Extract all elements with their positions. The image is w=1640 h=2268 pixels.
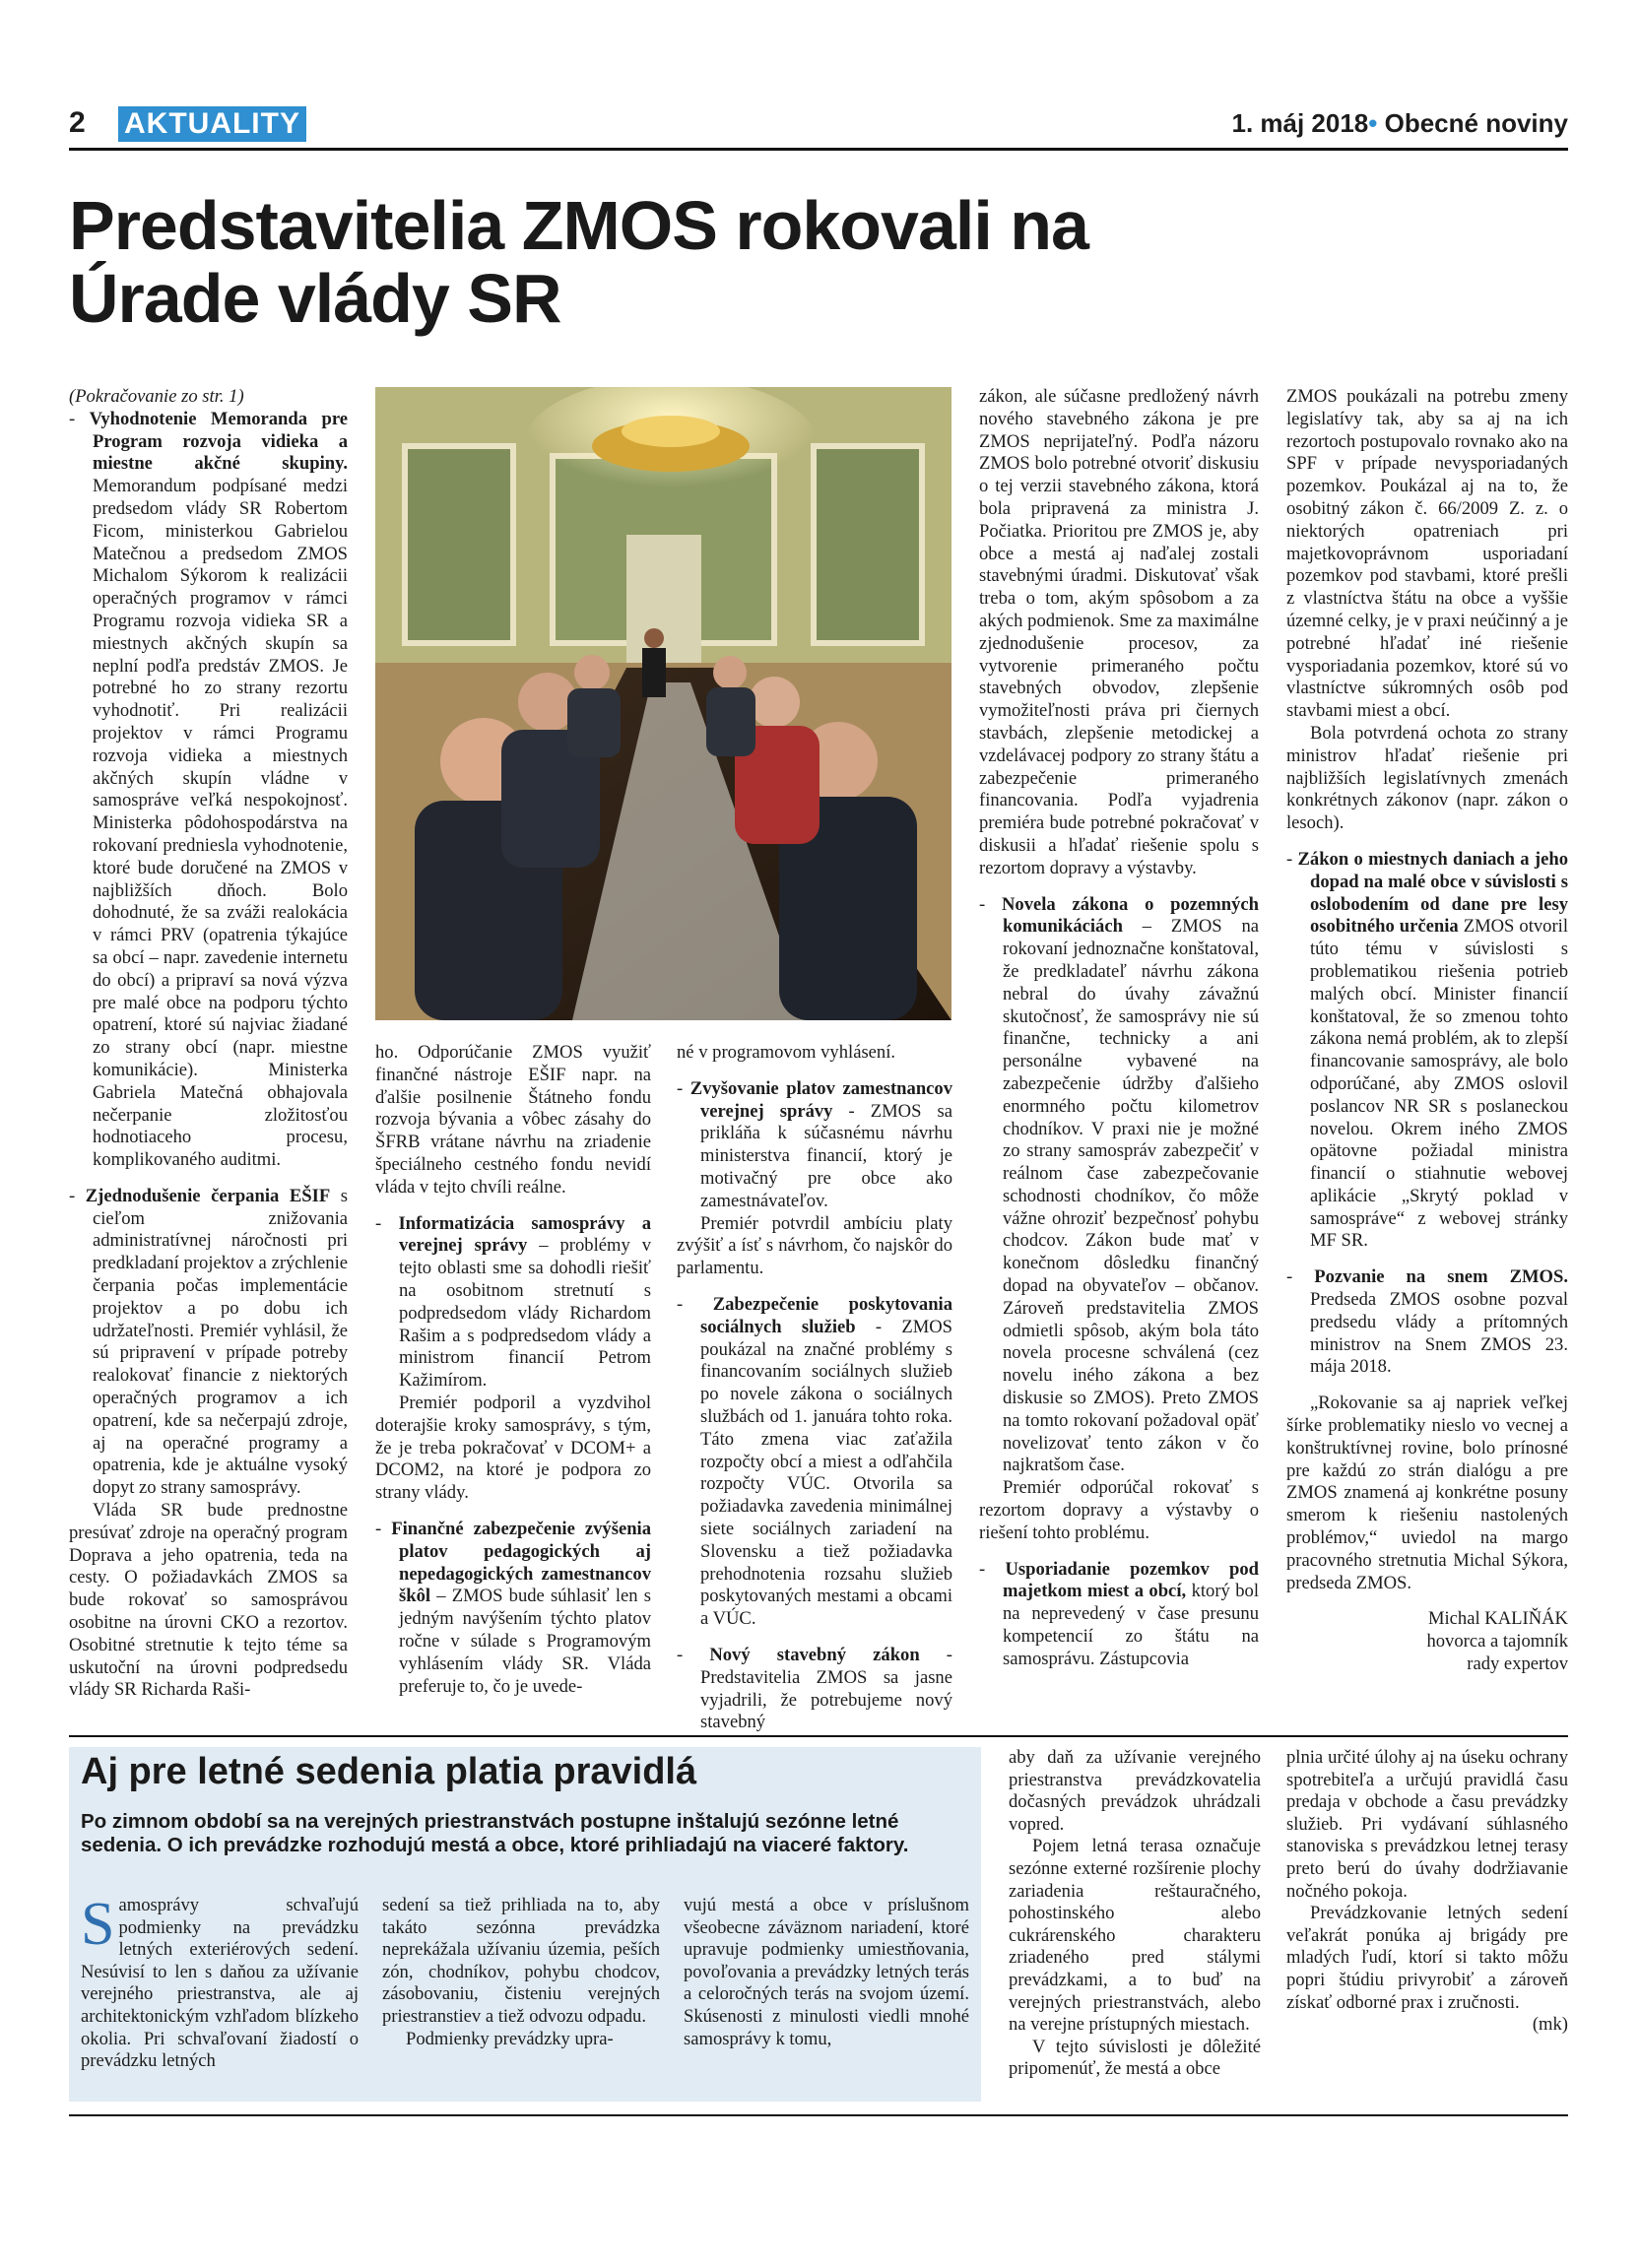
- article-paragraph: ho. Odporúčanie ZMOS využiť finančné nástroje EŠIF napr. na ďalšie posilnenie Štátneho fondu rozvoja bývania a vôbec zásahy do ŠFRB vrátane návrhu na zriadenie špeciálneho cestného fondu nevidí vláda v tejto chvíli reálne.: [375, 1042, 651, 1198]
- item-text: - Predstavitelia ZMOS sa jasne vyjadrili, že potrebujeme nový stavebný: [700, 1644, 952, 1733]
- box-paragraph: V tejto súvislosti je dôležité pripomenúť, že mestá a obce: [1009, 2036, 1261, 2080]
- box-paragraph: aby daň za užívanie verejného priestranstva prevádzkovatelia dočasných prevádzok uhrádzali vopred.: [1009, 1747, 1261, 1835]
- article-item: - Zjednodušenie čerpania EŠIF s cieľom znižovania administratívnej náročnosti pri predkladaní projektov a zrýchlenie čerpania počas implementácie projektov a po dobu ich udržateľnosti. Premiér vyhlásil, že sú pripravení v prípade potreby realokovať financie z niektorých operačných programov a ich opatrení, kde sa nečerpajú zdroje, aj na operačné programy a opatrenia, kde je aktuálne vysoký dopyt zo strany samosprávy.: [69, 1185, 348, 1499]
- item-lead: Pozvanie na snem ZMOS.: [1314, 1266, 1568, 1288]
- article-item: - Informatizácia samosprávy a verejnej správy – problémy v tejto oblasti sme sa dohodli riešiť na osobitnom stretnutí s podpredsedom vlády Richardom Rašim a s podpredsedom vlády a ministrom financií Petrom Kažimírom.: [375, 1212, 651, 1392]
- item-lead: Informatizácia samosprávy a verejnej správy: [398, 1212, 651, 1257]
- article-item: - Zvyšovanie platov zamestnancov verejnej správy - ZMOS sa prikláňa k súčasnému návrhu ministerstva financií, ktorý je motivačný pre obce ako zamestnávateľov.: [677, 1077, 953, 1211]
- item-text: Memorandum podpísané medzi predsedom vlády SR Robertom Ficom, ministerkou Gabrielou Matečnou a predsedom ZMOS Michalom Sýkorom k realizácii operačných programov v rámci Programu rozvoja vidieka SR a miestnych akčných skupín sa neplní podľa predstáv ZMOS. Je potrebné ho zo strany rezortu vyhodnotiť. Pri realizácii projektov v rámci Programu rozvoja vidieka a miestnych akčných skupín vládne v samospráve veľká nespokojnosť. Ministerka pôdohospodárstva na rokovaní predniesla vyhodnotenie, ktoré bude doručené na ZMOS v najbližších dňoch. Bolo dohodnuté, že sa zváži realokácia v rámci PRV (opatrenia týkajúce sa obcí – napr. zavedenie internetu do obcí) a pripraví sa nová výzva pre malé obce na podporu týchto opatrení, ktoré sú najviac žiadané zo strany obcí (napr. miestne komunikácie). Ministerka Gabriela Matečná obhajovala nečerpanie zložitosťou hodnotiaceho procesu, komplikovaného auditmi.: [93, 476, 348, 1171]
- header-info: [1231, 108, 1568, 139]
- item-lead: Nový stavebný zákon: [709, 1644, 920, 1665]
- item-text: - ZMOS sa prikláňa k súčasnému návrhu ministerstva financií, ktorý je motivačný pre obce ako zamestnávateľov.: [700, 1100, 952, 1211]
- item-lead: Usporiadanie pozemkov pod majetkom miest a obcí,: [1003, 1558, 1260, 1602]
- item-text: – problémy v tejto oblasti sme sa dohodli riešiť na osobitnom stretnutí s podpredsedom vlády Richardom Rašim a s podpredsedom vlády a ministrom financií Petrom Kažimírom.: [399, 1235, 651, 1392]
- publication-name: Obecné noviny: [1384, 108, 1568, 138]
- header-separator: •: [1368, 108, 1378, 138]
- article-item: - Zabezpečenie poskytovania sociálnych služieb - ZMOS poukázal na značné problémy s financovaním sociálnych služieb po novele zákona o sociálnych službách od 1. januára tohto roka. Táto zmena viac zaťažila rozpočty obcí a miest a odľahčila rozpočty VÚC. Otvorila sa požiadavka zavedenia minimálnej siete sociálnych zariadení na Slovensku a tiež požiadavka prehodnotenia rozsahu služieb poskytovaných mestami a obcami a VÚC.: [677, 1293, 953, 1630]
- box-column-3: [684, 1895, 969, 2050]
- item-lead: Zvyšovanie platov zamestnancov verejnej správy: [689, 1077, 953, 1122]
- box-paragraph: sedení sa tiež prihliada na to, aby takáto sezónna prevádzka neprekážala užívaniu územia, peších zón, chodníkov, pohybu chodcov, zásobovaniu, čisteniu verejných priestranstiev a tiež odvozu odpadu.: [382, 1895, 660, 2027]
- item-lead: Finančné zabezpečenie zvýšenia platov pedagogických aj nepedagogických zamestnancov škôl: [391, 1518, 651, 1607]
- article-item: - Pozvanie na snem ZMOS. Predseda ZMOS osobne pozval predsedu vlády a prítomných ministrov na Snem ZMOS 23. mája 2018.: [1286, 1266, 1568, 1378]
- article-column-5: [1286, 386, 1568, 1676]
- article-item: - Vyhodnotenie Memoranda pre Program rozvoja vidieka a miestne akčné skupiny. Memorandum podpísané medzi predsedom vlády SR Robertom Ficom, ministerkou Gabrielou Matečnou a predsedom ZMOS Michalom Sýkorom k realizácii operačných programov v rámci Programu rozvoja vidieka SR a miestnych akčných skupín sa neplní podľa predstáv ZMOS. Je potrebné ho zo strany rezortu vyhodnotiť. Pri realizácii projektov v rámci Programu rozvoja vidieka a miestnych akčných skupín vládne v samospráve veľká nespokojnosť. Ministerka pôdohospodárstva na rokovaní predniesla vyhodnotenie, ktoré bude doručené na ZMOS v najbližších dňoch. Bolo dohodnuté, že sa zváži realokácia v rámci PRV (opatrenia týkajúce sa obcí – napr. zavedenie internetu do obcí) a pripraví sa nová výzva pre malé obce na podporu týchto opatrení, ktoré sú najviac žiadané zo strany obcí (napr. miestne komunikácie). Ministerka Gabriela Matečná obhajovala nečerpanie zložitosťou hodnotiaceho procesu, komplikovaného auditmi.: [69, 408, 348, 1171]
- box-paragraph: plnia určité úlohy aj na úseku ochrany spotrebiteľa a určujú pravidlá času predaja v obchode a času prevádzky služieb. Pri vydávaní súhlasného stanoviska s prevádzkou letnej terasy preto berú do úvahy dodržiavanie nočného pokoja.: [1286, 1747, 1568, 1902]
- article-headline: Predstavitelia ZMOS rokovali na Úrade vlády SR: [69, 187, 1088, 337]
- author-role: rady expertov: [1467, 1653, 1568, 1675]
- box-column-4: [1009, 1747, 1261, 2081]
- article-column-3: [677, 1042, 952, 1734]
- item-lead: Zjednodušenie čerpania EŠIF: [85, 1185, 331, 1206]
- page-header: [69, 102, 1568, 148]
- article-paragraph: Premiér odporúčal rokovať s rezortom dopravy a výstavby o riešení tohto problému.: [979, 1477, 1259, 1543]
- item-text: ktorý bol na neprevedený v čase presunu kompetencií zo štátu na samosprávu. Zástupcovia: [1003, 1581, 1259, 1669]
- box-paragraph: amosprávy schvaľujú podmienky na prevádzku letných exteriérových sedení. Nesúvisí to len s daňou za užívanie verejného priestranstva, ale aj architektonickým vzhľadom blízkeho okolia. Pri schvaľovaní žiadostí o prevádzku letných: [81, 1895, 359, 2072]
- article-item: - Usporiadanie pozemkov pod majetkom miest a obcí, ktorý bol na neprevedený v čase presunu kompetencií zo štátu na samosprávu. Zástupcovia: [979, 1558, 1260, 1669]
- box-paragraph: Prevádzkovanie letných sedení veľakrát ponúka aj brigády pre mladých ľudí, ktorí si takto môžu popri štúdiu privyrobiť a zároveň získať odborné prax i zručnosti.: [1286, 1903, 1568, 2013]
- author-name: Michal KALIŇÁK: [1427, 1608, 1568, 1630]
- issue-date: 1. máj 2018: [1231, 108, 1369, 138]
- article-column-4: [979, 386, 1259, 1671]
- article-paragraph: Premiér potvrdil ambíciu platy zvýšiť a ísť s návrhom, čo najskôr do parlamentu.: [677, 1212, 952, 1279]
- article-item: - Nový stavebný zákon - Predstavitelia ZMOS sa jasne vyjadrili, že potrebujeme nový stavebný: [677, 1644, 952, 1733]
- article-paragraph: ZMOS poukázali na potrebu zmeny legislatívy tak, aby sa aj na ich rezortoch postupovalo rovnako ako na SPF v prípade nevysporiadaných pozemkov. Poukázal aj na to, že osobitný zákon č. 66/2009 Z. z. o niektorých opatreniach pri majetkovoprávnom usporiadaní pozemkov pod stavbami, ktoré prešli z vlastníctva štátu na obce a vyššie územné celky, je v praxi neúčinný a je potrebné hľadať iné riešenie vysporiadania pozemkov, ktoré sú vo vlastníctve súkromných osôb pod stavbami miest a obcí.: [1286, 386, 1568, 722]
- box-paragraph: Podmienky prevádzky upra-: [406, 2028, 614, 2049]
- article-paragraph: zákon, ale súčasne predložený návrh nového stavebného zákona je pre ZMOS neprijateľný. Podľa názoru ZMOS bolo potrebné otvoriť diskusiu o tej verzii stavebného zákona, ktorá bola pripravená za ministra J. Počiatka. Prioritou pre ZMOS je, aby obce a mestá aj naďalej zostali stavebnými úradmi. Diskutovať však treba o tom, akým spôsobom a za akých podmienok. Sme za maximálne zjednodušenie procesov, za vytvorenie primeraného počtu stavebných obvodov, zlepšenie vymožiteľnosti práva pri čiernych stavbách, zlepšenie metodickej a vzdelávacej podpory zo strany štátu a zabezpečenie primeraného financovania. Podľa vyjadrenia premiéra bude potrebné pokračovať v diskusii a hľadať riešenie spolu s rezortom dopravy a výstavby.: [979, 386, 1259, 878]
- item-lead: Zákon o miestnych daniach a jeho dopad na malé obce v súvislosti s oslobodením od dane pre lesy osobitného určenia: [1297, 848, 1568, 938]
- author-role: hovorca a tajomník: [1426, 1631, 1568, 1652]
- box-title: Aj pre letné sedenia platia pravidlá: [81, 1751, 697, 1792]
- article-paragraph: Vláda SR bude prednostne presúvať zdroje na operačný program Doprava a jeho opatrenia, teda na cesty. O požiadavkách ZMOS sa bude rokovať so samosprávou osobitne na úrovni CKO a rezortov. Osobitné stretnutie k tejto téme sa uskutoční na úrovni podpredsedu vlády SR Richarda Raši-: [69, 1500, 348, 1701]
- item-text: s cieľom znižovania administratívnej náročnosti pri predkladaní projektov a zrýchlenie čerpania počas implementácie projektov a po dobu ich udržateľnosti. Premiér vyhlásil, že sú pripravení v prípade potreby realokovať financie z niektorých operačných programov a ich opatrení, kde sa nečerpajú zdroje, aj na operačné programy a opatrenia, kde je aktuálne vysoký dopyt zo strany samosprávy.: [93, 1185, 348, 1499]
- box-paragraph: vujú mestá a obce v príslušnom všeobecne záväznom nariadení, ktoré upravuje podmienky umiestňovania, povoľovania a prevádzky letných terás a celoročných terás na svojom území. Skúsenosti z minulosti viedli mnohé samosprávy k tomu,: [684, 1895, 969, 2049]
- article-paragraph: Premiér podporil a vyzdvihol doterajšie kroky samosprávy, s tým, že je treba pokračovať v DCOM+ a DCOM2, na ktoré je podpora zo strany vlády.: [375, 1392, 651, 1504]
- article-paragraph: né v programovom vyhlásení.: [677, 1042, 896, 1063]
- article-column-1: [69, 386, 348, 1702]
- item-text: – ZMOS na rokovaní jednoznačne konštatoval, že predkladateľ návrhu zákona nebral do úvahy závažnú skutočnosť, že samosprávy nie sú finančne, technicky a ani personálne vybavené na zabezpečenie údržby ďalšieho enormného počtu kilometrov chodníkov. V praxi nie je možné zo strany samospráv zabezpečiť v reálnom čase zabezpečovanie schodnosti chodníkov, čo môže vážne ohroziť bezpečnosť pohybu chodcov. Zákon bude mať v konečnom dôsledku finančný dopad na obyvateľov – občanov. Zároveň predstavitelia ZMOS odmietli spôsob, akým bola táto novela procesne schválená (cez novelu iného zákona a bez diskusie so ZMOS). Preto ZMOS na tomto rokovaní požadoval opäť novelizovať tento zákon v čo najkratšom čase.: [1003, 916, 1259, 1476]
- box-paragraph: Pojem letná terasa označuje sezónne externé rozšírenie plochy zariadenia reštauračného, pohostinského alebo cukrárenského charakteru zriadeného pred stálymi prevádzkami, a to buď na verejných priestranstvách, alebo na verejne prístupných miestach.: [1009, 1836, 1261, 2036]
- page-number: 2: [69, 106, 86, 139]
- article-item: - Zákon o miestnych daniach a jeho dopad na malé obce v súvislosti s oslobodením od dane pre lesy osobitného určenia ZMOS otvoril túto tému v súvislosti s problematikou riešenia potrieb malých obcí. Minister financií konštatoval, že so zmenou tohto zákona nemá problém, ak to zlepší financovanie samosprávy, ale bolo odporúčané, aby ZMOS oslovil poslancov NR SR s poslaneckou novelou. Okrem iného ZMOS opätovne požiadal ministra financií o stiahnutie webovej aplikácie „Skrytý poklad v samospráve“ z webovej stránky MF SR.: [1286, 848, 1569, 1252]
- article-item: - Novela zákona o pozemných komunikáciách – ZMOS na rokovaní jednoznačne konštatoval, že predkladateľ návrhu zákona nebral do úvahy závažnú skutočnosť, že samosprávy nie sú finančne, technicky a ani personálne vybavené na zabezpečenie údržby ďalšieho enormného počtu kilometrov chodníkov. V praxi nie je možné zo strany samospráv zabezpečiť v reálnom čase zabezpečovanie schodnosti chodníkov, čo môže vážne ohroziť bezpečnosť pohybu chodcov. Zákon bude mať v konečnom dôsledku finančný dopad na obyvateľov – občanov. Zároveň predstavitelia ZMOS odmietli spôsob, akým bola táto novela procesne schválená (cez novelu iného zákona a bez diskusie so ZMOS). Preto ZMOS na tomto rokovaní požadoval opäť novelizovať tento zákon v čo najkratšom čase.: [979, 893, 1260, 1476]
- closing-quote: „Rokovanie sa aj napriek veľkej šírke problematiky nieslo vo vecnej a konštruktívnej rovine, bolo prínosné pre každú zo strán dialógu a pre ZMOS znamená aj konkrétne posuny smerom k riešeniu nastolených problémov,“ uviedol na margo pracovného stretnutia Michal Sýkora, predseda ZMOS.: [1286, 1393, 1568, 1593]
- meeting-photo: [375, 387, 951, 1020]
- meeting-photo-illustration: [375, 387, 951, 1020]
- item-lead: Novela zákona o pozemných komunikáciách: [1001, 893, 1260, 938]
- section-label: AKTUALITY: [118, 106, 306, 142]
- box-column-1: [81, 1891, 359, 2073]
- box-signature: (mk): [1532, 2014, 1568, 2036]
- item-lead: Zabezpečenie poskytovania sociálnych služieb: [700, 1293, 953, 1337]
- box-lead: Po zimnom období sa na verejných priestranstvách postupne inštalujú sezónne letné sedenia. O ich prevádzke rozhodujú mestá a obce, ktoré prihliadajú na viaceré faktory.: [81, 1810, 909, 1856]
- continued-note: (Pokračovanie zo str. 1): [69, 386, 244, 407]
- item-text: – ZMOS bude súhlasiť len s jedným navýšením týchto platov ročne v súlade s Programovým vyhlásením vlády SR. Vláda preferuje to, čo je uvede-: [399, 1586, 651, 1697]
- box-column-5: [1286, 1747, 1568, 2037]
- item-lead: Vyhodnotenie Memoranda pre Program rozvoja vidieka a miestne akčné skupiny.: [89, 408, 348, 475]
- item-text: - ZMOS poukázal na značné problémy s financovaním sociálnych služieb po novele zákona o sociálnych službách od 1. januára tohto roka. Táto zmena viac zaťažila rozpočty obcí a miest a odľahčila rozpočty VÚC. Otvorila sa požiadavka zavedenia minimálnej siete sociálnych zariadení na Slovensku a tiež požiadavka prehodnotenia rozsahu služieb poskytovaných mestami a obcami a VÚC.: [700, 1316, 952, 1630]
- article-column-2: [375, 1042, 651, 1698]
- dropcap: S: [81, 1891, 115, 1958]
- article-item: - Finančné zabezpečenie zvýšenia platov pedagogických aj nepedagogických zamestnancov škôl – ZMOS bude súhlasiť len s jedným navýšením týchto platov ročne v súlade s Programovým vyhlásením vlády SR. Vláda preferuje to, čo je uvede-: [375, 1518, 651, 1697]
- item-text: Predseda ZMOS osobne pozval predsedu vlády a prítomných ministrov na Snem ZMOS 23. mája 2018.: [1310, 1289, 1568, 1378]
- sidebar-box: [69, 1747, 981, 2102]
- box-top-rule: [69, 1735, 1568, 1737]
- box-bottom-rule: [69, 2114, 1568, 2116]
- header-rule: [69, 148, 1568, 151]
- box-column-2: [382, 1895, 660, 2050]
- article-paragraph: Bola potvrdená ochota zo strany ministrov hľadať riešenie pri najbližších legislatívnych zmenách konkrétnych zákonov (napr. zákon o lesoch).: [1286, 722, 1568, 834]
- item-text: ZMOS otvoril túto tému v súvislosti s problematikou riešenia potrieb malých obcí. Minister financií konštatoval, že so zmenou tohto zákona nemá problém, ak to zlepší financovanie samosprávy, ale bolo odporúčané, aby ZMOS oslovil poslancov NR SR s poslaneckou novelou. Okrem iného ZMOS opätovne požiadal ministra financií o stiahnutie webovej aplikácie „Skrytý poklad v samospráve“ z webovej stránky MF SR.: [1310, 916, 1569, 1252]
